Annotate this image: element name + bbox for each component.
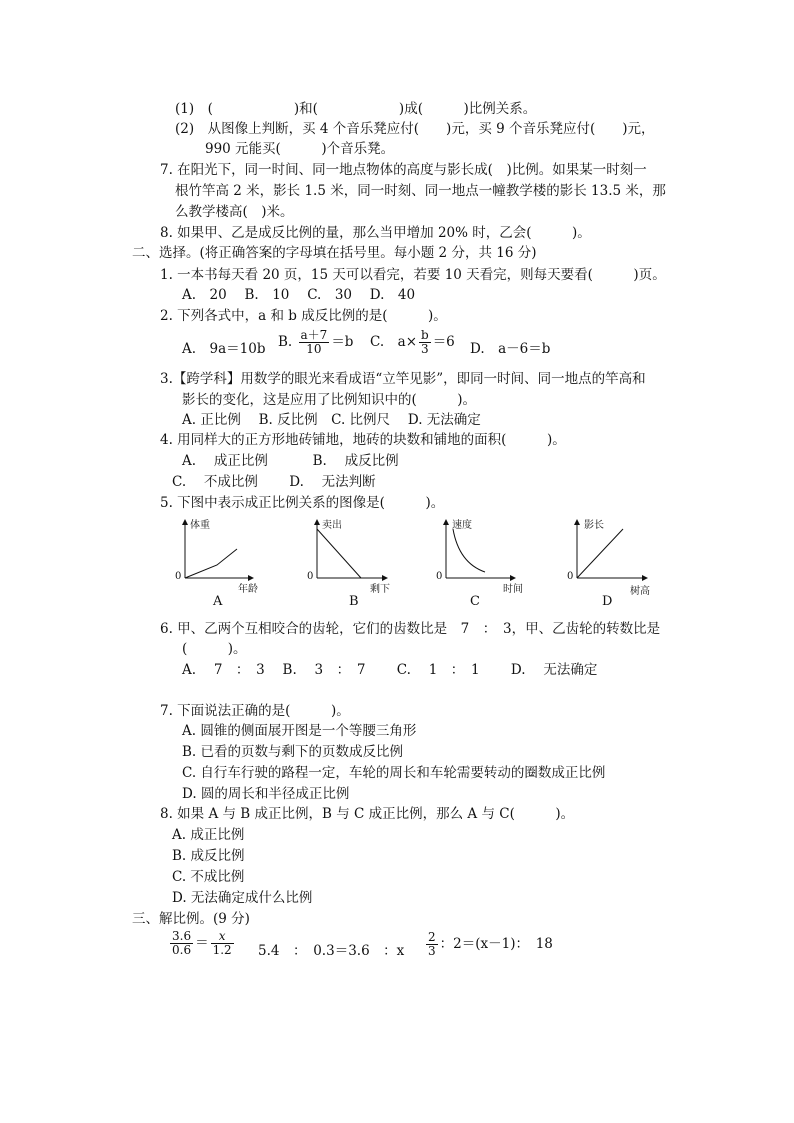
choice-question-3: 3.【跨学科】用数学的眼光来看成语“立竿见影”，即同一时间、同一地点的竿高和 bbox=[160, 371, 646, 387]
choice-8-option-a: A. 成正比例 bbox=[172, 827, 245, 843]
choice-4-options-ab: A. 成正比例 B. 成反比例 bbox=[182, 453, 399, 469]
graph-b-letter: B bbox=[349, 594, 359, 609]
eq1-left-numerator: 3.6 bbox=[172, 929, 192, 943]
choice-question-4: 4. 用同样大的正方形地砖铺地，地砖的块数和铺地的面积( )。 bbox=[160, 432, 566, 448]
eq1-left-denominator: 0.6 bbox=[172, 943, 192, 957]
section-heading-solve: 三、解比例。(9 分) bbox=[132, 911, 250, 927]
graph-d-origin: 0 bbox=[567, 571, 574, 582]
graph-d-letter: D bbox=[602, 594, 613, 609]
choice-2-option-b bbox=[278, 329, 353, 356]
choice-2-option-d: D. a－6＝b bbox=[470, 341, 551, 357]
section-heading-choice: 二、选择。(将正确答案的字母填在括号里。每小题 2 分，共 16 分) bbox=[132, 245, 537, 261]
option-c-fraction bbox=[419, 329, 431, 356]
option-b-label: B. bbox=[278, 334, 293, 350]
graph-b-origin: 0 bbox=[307, 571, 314, 582]
fill-item-2: (2) 从图像上判断，买 4 个音乐凳应付( )元，买 9 个音乐凳应付( )元， bbox=[175, 121, 655, 137]
graph-a-xlabel: 年龄 bbox=[238, 584, 258, 595]
fill-question-7: 7. 在阳光下，同一时间、同一地点物体的高度与影长成( )比例。如果某一时刻一 bbox=[160, 162, 647, 178]
equation-1 bbox=[168, 930, 236, 957]
choice-question-2: 2. 下列各式中，a 和 b 成反比例的是( )。 bbox=[160, 308, 447, 324]
equation-2: 5.4 ： 0.3＝3.6 ：x bbox=[258, 943, 405, 959]
graph-c-xlabel: 时间 bbox=[503, 584, 523, 595]
eq1-right-fraction bbox=[211, 930, 234, 957]
choice-7-option-d: D. 圆的周长和半径成正比例 bbox=[182, 786, 350, 802]
option-b-fraction bbox=[299, 329, 330, 356]
choice-8-option-d: D. 无法确定成什么比例 bbox=[172, 890, 313, 906]
choice-question-6: 6. 甲、乙两个互相咬合的齿轮，它们的齿数比是 7 ： 3，甲、乙齿轮的转数比是 bbox=[160, 621, 661, 637]
choice-1-options: A. 20 B. 10 C. 30 D. 40 bbox=[182, 287, 416, 303]
choice-4-options-cd: C. 不成比例 D. 无法判断 bbox=[172, 474, 376, 490]
eq3-denominator: 3 bbox=[428, 944, 436, 958]
choice-2-option-a: A. 9a＝10b bbox=[182, 341, 266, 357]
eq1-right-numerator: x bbox=[211, 930, 234, 944]
eq1-equals: ＝ bbox=[195, 935, 209, 951]
graph-a-origin: 0 bbox=[175, 571, 182, 582]
fill-item-2-cont: 990 元能买( )个音乐凳。 bbox=[205, 141, 395, 157]
choice-7-option-a: A. 圆锥的侧面展开图是一个等腰三角形 bbox=[182, 723, 417, 739]
fill-question-7-line3: 么教学楼高( )米。 bbox=[175, 204, 294, 220]
eq1-right-denominator: 1.2 bbox=[212, 943, 232, 957]
option-c-denominator: 3 bbox=[421, 342, 429, 356]
option-b-numerator: a＋7 bbox=[300, 328, 328, 342]
fill-question-8: 8. 如果甲、乙是成反比例的量，那么当甲增加 20% 时，乙会( )。 bbox=[160, 225, 591, 241]
eq3-rest: ：2＝(x－1)： 18 bbox=[439, 936, 553, 952]
graph-c-ylabel: 速度 bbox=[452, 520, 472, 531]
fill-item-1: (1) ( )和( )成( )比例关系。 bbox=[175, 101, 537, 117]
option-b-denominator: 10 bbox=[306, 342, 322, 356]
option-c-rest: ＝6 bbox=[432, 334, 455, 350]
choice-question-7: 7. 下面说法正确的是( )。 bbox=[160, 703, 350, 719]
eq1-left-fraction bbox=[170, 930, 193, 957]
choice-7-option-c: C. 自行车行驶的路程一定，车轮的周长和车轮需要转动的圈数成正比例 bbox=[182, 765, 606, 781]
choice-8-option-c: C. 不成比例 bbox=[172, 869, 245, 885]
equation-3 bbox=[424, 931, 553, 958]
choice-question-8: 8. 如果 A 与 B 成正比例，B 与 C 成正比例，那么 A 与 C( )。 bbox=[160, 806, 575, 822]
graph-c-letter: C bbox=[470, 594, 480, 609]
choice-6-options: A. 7 ： 3 B. 3 ： 7 C. 1 ： 1 D. 无法确定 bbox=[182, 662, 598, 678]
graph-a-line bbox=[185, 549, 237, 578]
choice-question-6-line2: ( )。 bbox=[182, 641, 247, 657]
choice-8-option-b: B. 成反比例 bbox=[172, 848, 245, 864]
option-c-label: C. a× bbox=[370, 334, 417, 350]
eq3-fraction bbox=[426, 931, 438, 958]
choice-question-3-line2: 影长的变化，这是应用了比例知识中的( )。 bbox=[182, 392, 477, 408]
fill-question-7-line2: 根竹竿高 2 米，影长 1.5 米，同一时刻、同一地点一幢教学楼的影长 13.5 米，那 bbox=[175, 183, 666, 199]
choice-question-1: 1. 一本书每天看 20 页，15 天可以看完，若要 10 天看完，则每天要看( )页。 bbox=[160, 267, 666, 283]
option-c-numerator: b bbox=[421, 328, 429, 342]
choice-3-options: A. 正比例 B. 反比例 C. 比例尺 D. 无法确定 bbox=[182, 412, 481, 428]
choice-2-option-c bbox=[370, 329, 455, 356]
graph-a-letter: A bbox=[213, 594, 223, 609]
graph-c-origin: 0 bbox=[436, 571, 443, 582]
graph-b-ylabel: 卖出 bbox=[322, 520, 342, 531]
choice-7-option-b: B. 已看的页数与剩下的页数成反比例 bbox=[182, 744, 404, 760]
graph-d-xlabel: 树高 bbox=[630, 586, 650, 597]
choice-question-5: 5. 下图中表示成正比例关系的图像是( )。 bbox=[160, 495, 445, 511]
graph-c-curve bbox=[453, 529, 485, 572]
graph-d-ylabel: 影长 bbox=[584, 520, 604, 531]
option-b-rest: ＝b bbox=[331, 334, 354, 350]
graph-d-line bbox=[577, 529, 623, 578]
graph-b-xlabel: 剩下 bbox=[370, 584, 390, 595]
graph-b-line bbox=[317, 529, 361, 578]
graph-a-ylabel: 体重 bbox=[190, 520, 210, 531]
eq3-numerator: 2 bbox=[428, 930, 436, 944]
